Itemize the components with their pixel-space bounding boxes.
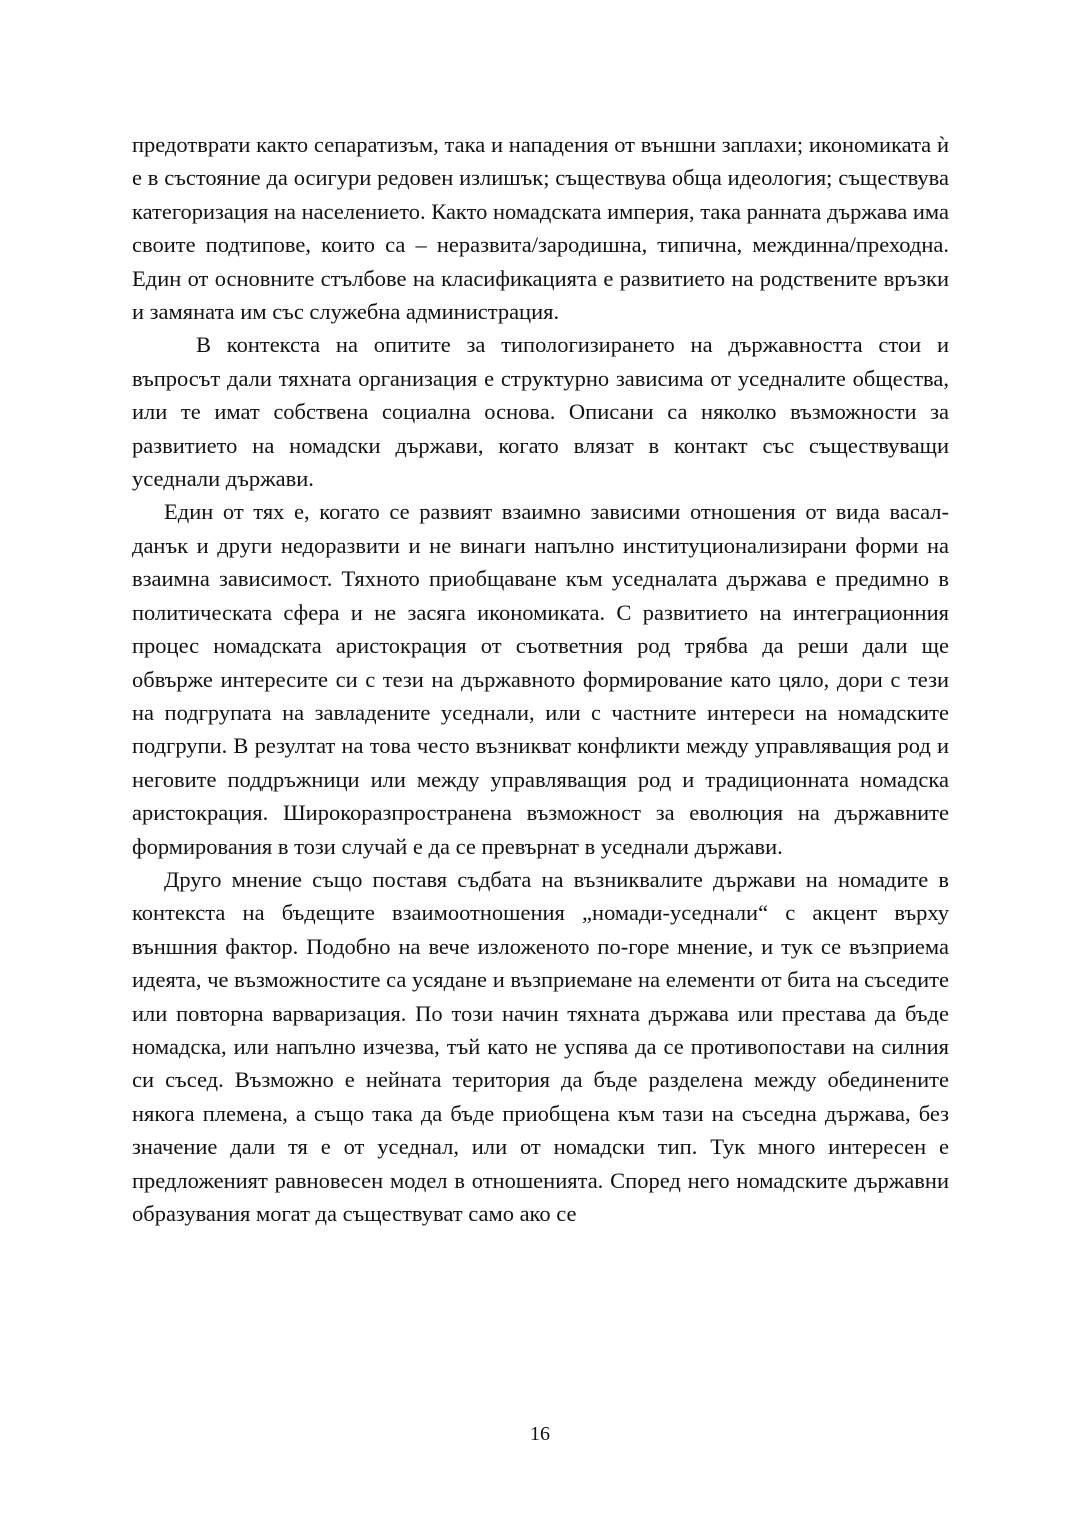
page-number: 16: [530, 1423, 550, 1445]
paragraph-typology: В контекста на опитите за типологизирането на държавността стои и въпросът дали тяхната организация е структурно зависима от уседналите общества, или те имат собствена социална основа. Описани са няколко възможности за развитието на номадски държави, когато влязат в контакт със съществуващи уседнали държави.: [132, 332, 949, 492]
paragraph-continued: предотврати както сепаратизъм, така и нападения от външни заплахи; икономиката ѝ е в състояние да осигури редовен излишък; съществува обща идеология; съществува категоризация на населението. Както номадската империя, така ранната държава има своите подтипове, които са – неразвита/зародишна, типична, междинна/преходна. Един от основните стълбове на класификацията е развитието на родствените връзки и замяната им със служебна администрация.: [132, 132, 949, 325]
body-text: [132, 128, 949, 1230]
paragraph-another-opinion: Друго мнение също поставя съдбата на възниквалите държави на номадите в контекста на бъдещите взаимоотношения „номади-уседнали“ с акцент върху външния фактор. Подобно на вече изложеното по-горе мнение, и тук се възприема идеята, че възможностите са усядане и възприемане на елементи от бита на съседите или повторна варваризация. По този начин тяхната държава или престава да бъде номадска, или напълно изчезва, тъй като не успява да се противопостави на силния си съсед. Възможно е нейната територия да бъде разделена между обединените някога племена, а също така да бъде приобщена към тази на съседна държава, без значение дали тя е от уседнал, или от номадски тип. Тук много интересен е предложеният равновесен модел в отношенията. Според него номадските държавни образувания могат да съществуват само ако се: [132, 866, 949, 1226]
paragraph-vassal-tribute: Един от тях е, когато се развият взаимно зависими отношения от вида васал-данък и други недоразвити и не винаги напълно институционализирани форми на взаимна зависимост. Тяхното приобщаване към уседналата държава е предимно в политическата сфера и не засяга икономиката. С развитието на интеграционния процес номадската аристокрация от съответния род трябва да реши дали ще обвърже интересите си с тези на държавното формирование като цяло, дори с тези на подгрупата на завладените уседнали, или с частните интереси на номадските подгрупи. В резултат на това често възникват конфликти между управляващия род и неговите поддръжници или между управляващия род и традиционната номадска аристокрация. Широкоразпространена възможност за еволюция на държавните формирования в този случай е да се превърнат в уседнали държави.: [132, 499, 949, 859]
